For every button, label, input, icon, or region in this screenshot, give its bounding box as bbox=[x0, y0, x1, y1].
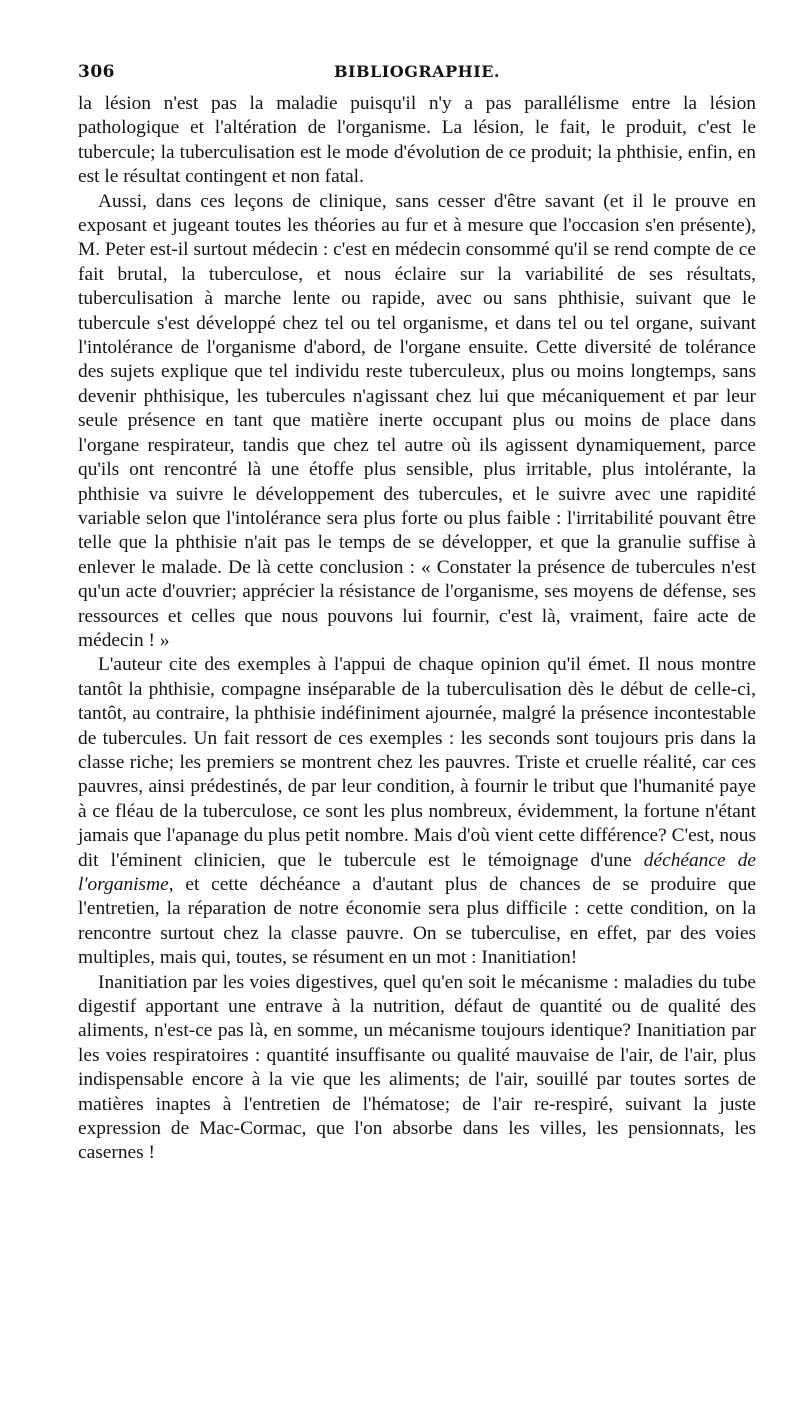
paragraph-3 bbox=[78, 653, 756, 970]
running-head bbox=[78, 62, 756, 92]
running-title: BIBLIOGRAPHIE. bbox=[334, 62, 500, 81]
body-text bbox=[78, 92, 756, 1166]
page-number: 306 bbox=[78, 62, 115, 82]
paragraph-3-text-after: , et cette déchéance a d'autant plus de chances de se produire que l'entretien, la réparation de notre économie sera plus difficile : cette condition, on la rencontre surtout chez la classe pauvre. On se tuberculise, en effet, par des voies multiples, mais qui, toutes, se résument en un mot : Inanitiation! bbox=[78, 874, 756, 969]
paragraph-4: Inanitiation par les voies digestives, quel qu'en soit le mécanisme : maladies du tube digestif apportant une entrave à la nutrition, défaut de quantité ou de qualité des aliments, n'est-ce pas là, en somme, un mécanisme toujours identique? Inanitiation par les voies respiratoires : quantité insuffisante ou qualité mauvaise de l'air, de l'air, plus indispensable encore à la vie que les aliments; de l'air, souillé par toutes sortes de matières inaptes à l'entretien de l'hématose; de l'air re-respiré, suivant la juste expression de Mac-Cormac, que l'on absorbe dans les villes, les pensionnats, les casernes ! bbox=[78, 971, 756, 1164]
paragraph-3-text-before: L'auteur cite des exemples à l'appui de chaque opinion qu'il émet. Il nous montre tantôt la phthisie, compagne inséparable de la tuberculisation dès le début de celle-ci, tantôt, au contraire, la phthisie indéfiniment ajournée, malgré la présence incontestable de tubercules. Un fait ressort de ces exemples : les seconds sont toujours pris dans la classe riche; les premiers se montrent chez les pauvres. Triste et cruelle réalité, car ces pauvres, ainsi prédestinés, de par leur condition, à fournir le tribut que l'humanité paye à ce fléau de la tuberculose, ce sont les plus nombreux, évidemment, la fortune n'étant jamais que l'apanage du plus petit nombre. Mais d'où vient cette différence? C'est, nous dit l'éminent clinicien, que le tubercule est le témoignage d'une bbox=[78, 654, 756, 871]
paragraph-1: la lésion n'est pas la maladie puisqu'il n'y a pas parallélisme entre la lésion pathologique et l'altération de l'organisme. La lésion, le fait, le produit, c'est le tubercule; la tuberculisation est le mode d'évolution de ce produit; la phthisie, enfin, en est le résultat contingent et non fatal. bbox=[78, 93, 756, 188]
paragraph-2: Aussi, dans ces leçons de clinique, sans cesser d'être savant (et il le prouve en exposant et jugeant toutes les théories au fur et à mesure que l'occasion s'en présente), M. Peter est-il surtout médecin : c'est en médecin consommé qu'il se rend compte de ce fait brutal, la tuberculose, et nous éclaire sur la variabilité de ses résultats, tuberculisation à marche lente ou rapide, avec ou sans phthisie, suivant que le tubercule s'est développé chez tel ou tel organisme, et dans tel ou tel organe, suivant l'intolérance de l'organisme d'abord, de l'organe ensuite. Cette diversité de tolérance des sujets explique que tel individu reste tuberculeux, plus ou moins longtemps, sans devenir phthisique, les tubercules n'agissant chez lui que mécaniquement et par leur seule présence en tant que matière inerte occupant plus ou moins de place dans l'organe respirateur, tandis que chez tel autre où ils agissent dynamiquement, parce qu'ils ont rencontré là une étoffe plus sensible, plus irritable, plus intolérante, la phthisie va suivre le développement des tubercules, et le suivre avec une rapidité variable selon que l'intolérance sera plus forte ou plus faible : l'irritabilité pouvant être telle que la phthisie n'ait pas le temps de se développer, et que la granulie suffise à enlever le malade. De là cette conclusion : « Constater la présence de tubercules n'est qu'un acte d'ouvrier; apprécier la résistance de l'organisme, ses moyens de défense, ses ressources et celles que nous pouvons lui fournir, c'est là, vraiment, faire acte de médecin ! » bbox=[78, 190, 756, 651]
paragraph-3-emphasis: déchéance de l'organisme bbox=[78, 849, 757, 895]
document-page bbox=[78, 62, 756, 1166]
